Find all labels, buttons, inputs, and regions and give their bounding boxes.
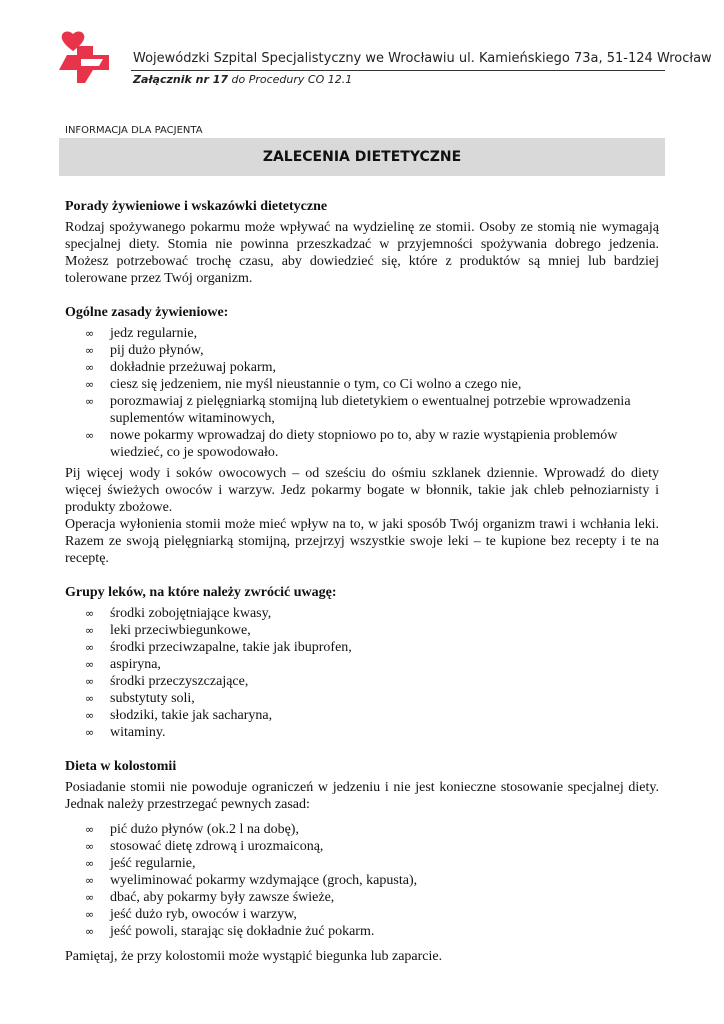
colostomy-rules-list [65, 821, 659, 940]
bullet-icon: ∞ [85, 378, 95, 391]
bullet-icon: ∞ [85, 641, 95, 654]
bullet-icon: ∞ [85, 840, 95, 853]
list-item: ∞ jedz regularnie, [85, 326, 198, 341]
list-item: ∞ dokładnie przeżuwaj pokarm, [85, 360, 276, 375]
info-label: INFORMACJA DLA PACJENTA [65, 125, 203, 136]
bullet-icon: ∞ [85, 395, 95, 408]
bullet-icon: ∞ [85, 925, 95, 938]
header-rule [131, 70, 665, 71]
list-item: ∞ pić dużo płynów (ok.2 l na dobę), [85, 822, 299, 837]
list-item: ∞ środki przeczyszczające, [85, 674, 249, 689]
closing-note: Pamiętaj, że przy kolostomii może wystąpić biegunka lub zaparcie. [65, 949, 443, 964]
list-item: ∞ środki przeciwzapalne, takie jak ibuprofen, [85, 640, 352, 655]
bullet-icon: ∞ [85, 709, 95, 722]
title-banner [59, 138, 665, 176]
list-item: ∞ stosować dietę zdrową i urozmaiconą, [85, 839, 324, 854]
advice-paragraph: Rodzaj spożywanego pokarmu może wpływać na wydzielinę ze stomii. Osoby ze stomią nie wymagają specjalnej diety. Stomia nie powinna przeszkadzać w przyjemności spożywania dobrego jedzenia. Możesz potrzebować trochę czasu, aby dowiedzieć się, które z produktów są mniej lub bardziej tolerowane przez Twój organizm. [65, 220, 659, 286]
attachment-procedure: do Procedury CO 12.1 [228, 73, 353, 86]
bullet-icon: ∞ [85, 891, 95, 904]
bullet-icon: ∞ [85, 361, 95, 374]
list-item: ∞ nowe pokarmy wprowadzaj do diety stopniowo po to, aby w razie wystąpienia problemów wiedzieć, co je spowodowało. [85, 428, 618, 460]
bullet-icon: ∞ [85, 327, 95, 340]
list-item: ∞ jeść powoli, starając się dokładnie żuć pokarm. [85, 924, 375, 939]
bullet-icon: ∞ [85, 344, 95, 357]
hospital-name-address: Wojewódzki Szpital Specjalistyczny we Wrocławiu ul. Kamieńskiego 73a, 51-124 Wrocław [133, 51, 712, 66]
hospital-logo-icon [55, 28, 111, 84]
list-item: ∞ pij dużo płynów, [85, 343, 204, 358]
general-rules-list [65, 325, 659, 461]
bullet-icon: ∞ [85, 607, 95, 620]
bullet-icon: ∞ [85, 658, 95, 671]
bullet-icon: ∞ [85, 692, 95, 705]
bullet-icon: ∞ [85, 823, 95, 836]
list-item: ∞ słodziki, takie jak sacharyna, [85, 708, 273, 723]
bullet-icon: ∞ [85, 429, 95, 442]
bullet-icon: ∞ [85, 624, 95, 637]
medicines-list [65, 605, 659, 741]
list-item: ∞ dbać, aby pokarmy były zawsze świeże, [85, 890, 335, 905]
list-item: ∞ środki zobojętniające kwasy, [85, 606, 272, 621]
bullet-icon: ∞ [85, 874, 95, 887]
document-title: ZALECENIA DIETETYCZNE [262, 149, 462, 165]
section-heading-colostomy: Dieta w kolostomii [65, 759, 177, 774]
list-item: ∞ witaminy. [85, 725, 166, 740]
bullet-icon: ∞ [85, 726, 95, 739]
section-heading-medicines: Grupy leków, na które należy zwrócić uwagę: [65, 585, 337, 600]
list-item: ∞ leki przeciwbiegunkowe, [85, 623, 251, 638]
bullet-icon: ∞ [85, 857, 95, 870]
list-item: ∞ wyeliminować pokarmy wzdymające (groch, kapusta), [85, 873, 418, 888]
medication-paragraph: Operacja wyłonienia stomii może mieć wpływ na to, w jaki sposób Twój organizm trawi i wchłania leki. Razem ze swoją pielęgniarką stomijną, przejrzyj wszystkie swoje leki – te kupione bez recepty i te na receptę. [65, 517, 659, 566]
list-item: ∞ substytuty soli, [85, 691, 195, 706]
list-item: ∞ jeść regularnie, [85, 856, 196, 871]
attachment-number: Załącznik nr 17 [133, 73, 229, 86]
section-heading-general-rules: Ogólne zasady żywieniowe: [65, 305, 229, 320]
colostomy-paragraph: Posiadanie stomii nie powoduje ograniczeń w jedzeniu i nie jest konieczne stosowanie specjalnej diety. Jednak należy przestrzegać pewnych zasad: [65, 780, 659, 812]
fluids-paragraph: Pij więcej wody i soków owocowych – od sześciu do ośmiu szklanek dziennie. Wprowadź do diety więcej świeżych owoców i warzyw. Jedz pokarmy bogate w błonnik, takie jak chleb pełnoziarnisty i produkty zbożowe. [65, 466, 659, 515]
list-item: ∞ aspiryna, [85, 657, 161, 672]
section-heading-advice: Porady żywieniowe i wskazówki dietetyczne [65, 199, 328, 214]
document-body [65, 198, 659, 965]
bullet-icon: ∞ [85, 908, 95, 921]
bullet-icon: ∞ [85, 675, 95, 688]
list-item: ∞ jeść dużo ryb, owoców i warzyw, [85, 907, 297, 922]
attachment-line [133, 73, 352, 86]
list-item: ∞ porozmawiaj z pielęgniarką stomijną lub dietetykiem o ewentualnej potrzebie wprowadzenia suplementów witaminowych, [85, 394, 631, 426]
list-item: ∞ ciesz się jedzeniem, nie myśl nieustannie o tym, co Ci wolno a czego nie, [85, 377, 522, 392]
